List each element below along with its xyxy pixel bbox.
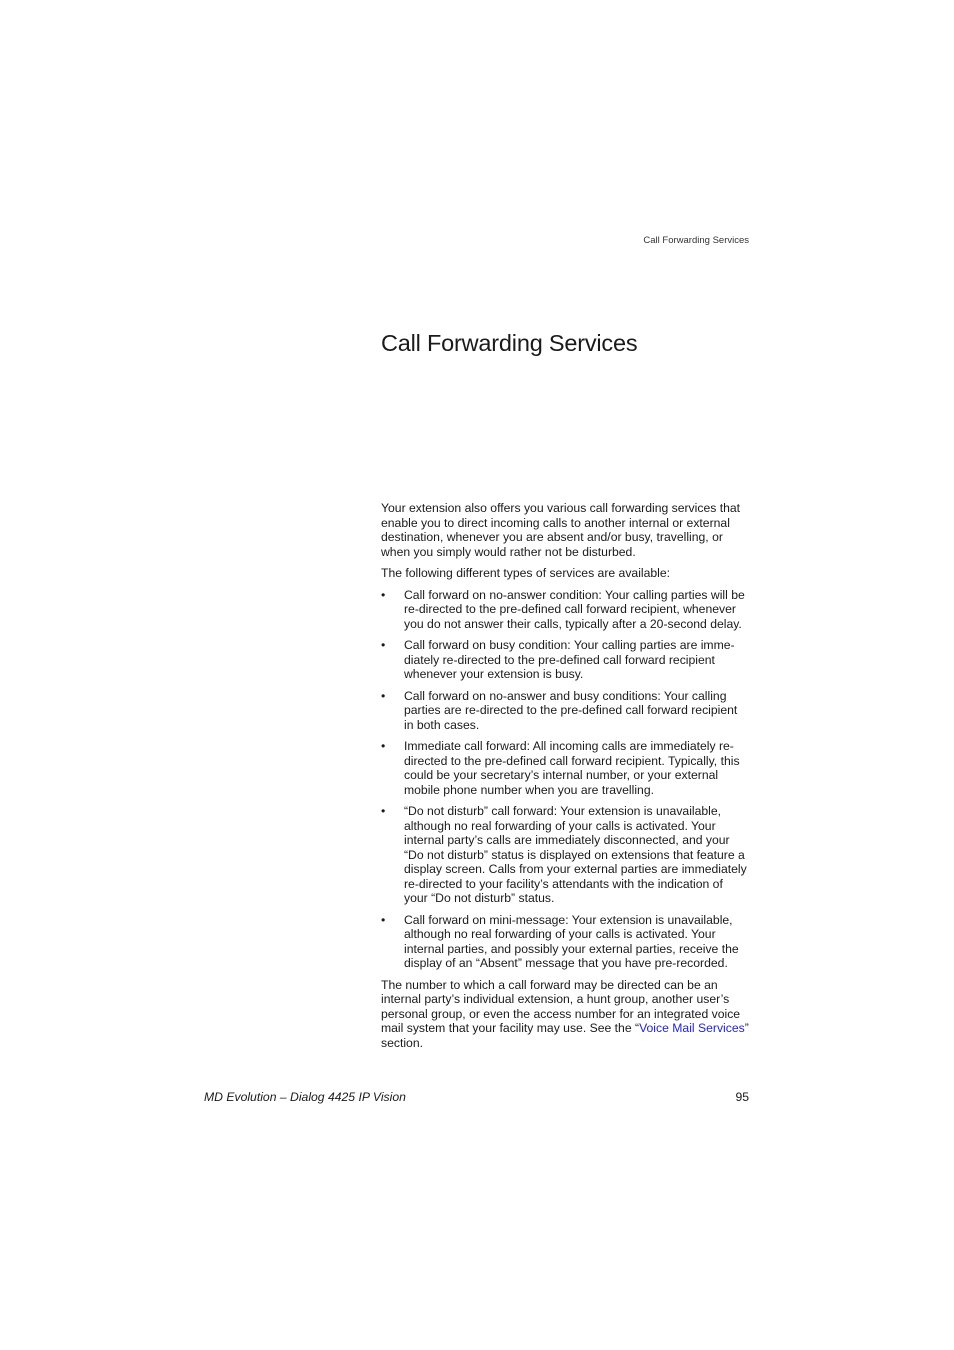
list-item — [381, 588, 749, 632]
intro-paragraph: Your extension also offers you various call forwarding services that enable you to direct incoming calls to another internal or external destination, whenever you are absent and/or busy, travelling, or when you simply would rather not be disturbed. — [381, 501, 741, 559]
list-item-text: “Do not disturb” call forward: Your extension is unavailable, although no real forwarding of your calls is activated. Your internal party’s calls are immediately disconnected, and your “Do not disturb” status is displayed on extensions that feature a display screen. Calls from your external parties are immediately re-directed to your facility’s attendants with the indication of your “Do not disturb” status. — [404, 804, 747, 905]
running-header: Call Forwarding Services — [643, 235, 749, 246]
bullet-icon: • — [381, 912, 386, 927]
list-item-text: Immediate call forward: All incoming calls are immediately re-directed to the pre-defined call forward recipient. Typically, this could be your secretary’s internal number, or your external mobile phone number when you are travelling. — [404, 739, 740, 797]
page-title: Call Forwarding Services — [381, 330, 638, 356]
bullet-icon: • — [381, 638, 386, 652]
voice-mail-services-link[interactable]: Voice Mail Services — [639, 1021, 745, 1035]
list-item — [381, 638, 749, 682]
page-number: 95 — [735, 1090, 749, 1104]
bullet-icon: • — [381, 739, 386, 753]
closing-text-before: The number to which a call forward may be directed can be an internal party’s individual extension, a hunt group, another user’s personal group, or even the access number for an integrated voice mail system that your facility may use. See the “ — [381, 977, 741, 1035]
list-item — [381, 913, 749, 971]
closing-text-after: ” section. — [381, 1021, 749, 1050]
bullet-icon: • — [381, 804, 386, 818]
list-item-text: Call forward on mini-message: Your extension is unavailable, although no real forwarding of your calls is activated. Your internal parties, and possibly your external parties, receive the display of an “Absent” message that you have pre-recorded. — [404, 912, 739, 970]
list-item — [381, 689, 749, 733]
list-item-text: Call forward on busy condition: Your calling parties are imme-diately re-directed to the pre-defined call forward recipient whenever your extension is busy. — [404, 638, 735, 681]
closing-paragraph — [381, 978, 749, 1051]
list-item-text: Call forward on no-answer and busy conditions: Your calling parties are re-directed to the pre-defined call forward recipient in both cases. — [404, 688, 738, 732]
list-item — [381, 739, 749, 797]
body-text — [381, 501, 749, 1057]
services-list — [381, 588, 749, 971]
list-item-text: Call forward on no-answer condition: Your calling parties will be re-directed to the pre-defined call forward recipient, whenever you do not answer their calls, typically after a 20-second delay. — [404, 587, 745, 631]
types-intro-paragraph: The following different types of services are available: — [381, 566, 671, 580]
bullet-icon: • — [381, 587, 386, 602]
list-item — [381, 804, 749, 906]
bullet-icon: • — [381, 688, 386, 703]
footer-doc-title: MD Evolution – Dialog 4425 IP Vision — [204, 1090, 406, 1104]
